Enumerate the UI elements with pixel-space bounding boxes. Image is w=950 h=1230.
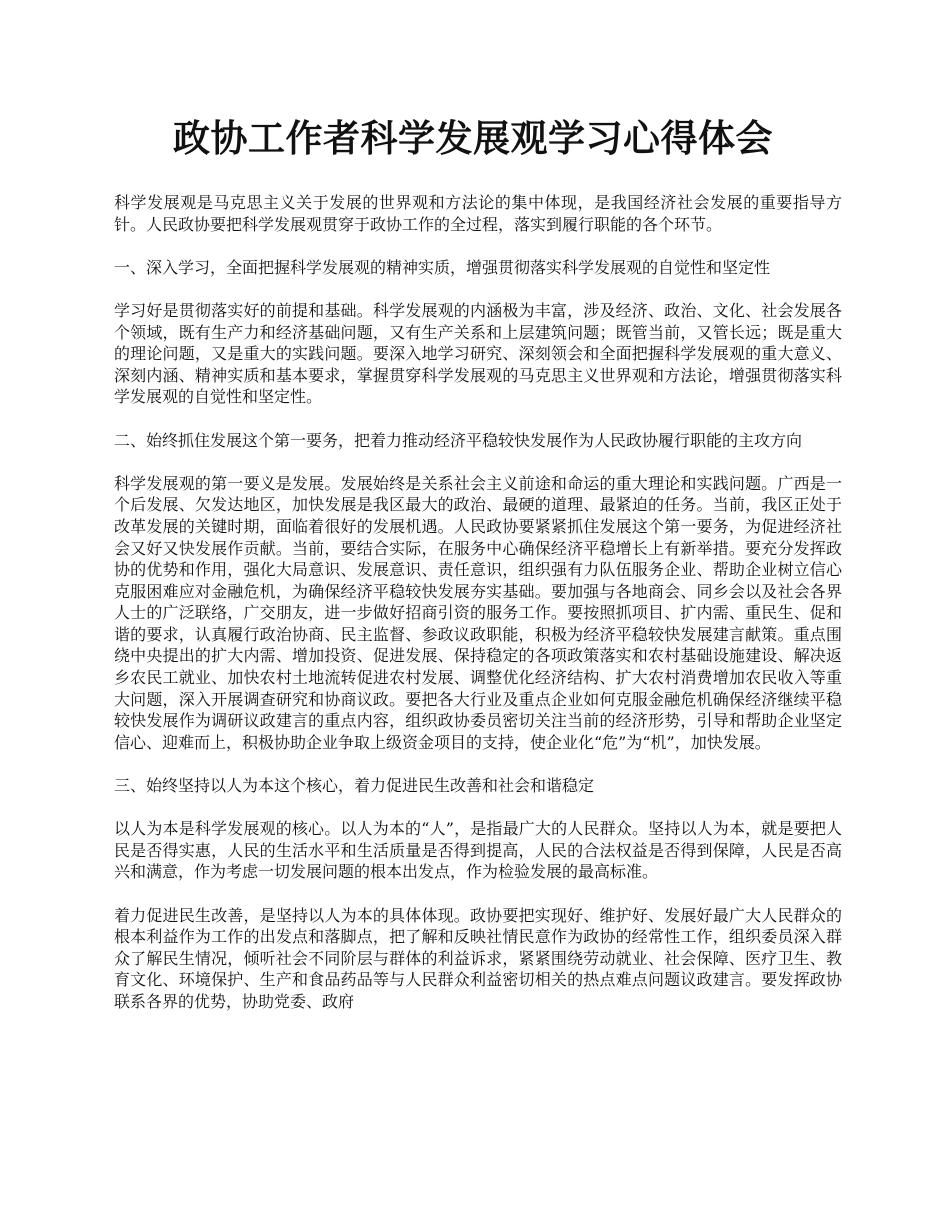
paragraph-section-3a: 以人为本是科学发展观的核心。以人为本的“人”，是指最广大的人民群众。坚持以人为本，就是要把人民是否得实惠，人民的生活水平和生活质量是否得到提高，人民的合法权益是否得到保障，人民是否高兴和满意，作为考虑一切发展问题的根本出发点，作为检验发展的最高标准。 (114, 819, 842, 882)
section-heading-1: 一、深入学习，全面把握科学发展观的精神实质，增强贯彻落实科学发展观的自觉性和坚定性 (114, 257, 771, 277)
paragraph-intro: 科学发展观是马克思主义关于发展的世界观和方法论的集中体现，是我国经济社会发展的重要指导方针。人民政协要把科学发展观贯穿于政协工作的全过程，落实到履行职能的各个环节。 (114, 193, 842, 234)
section-heading-3: 三、始终坚持以人为本这个核心，着力促进民生改善和社会和谐稳定 (114, 776, 595, 796)
document-page (114, 110, 842, 1034)
paragraph-section-3b: 着力促进民生改善，是坚持以人为本的具体体现。政协要把实现好、维护好、发展好最广大人民群众的根本利益作为工作的出发点和落脚点，把了解和反映社情民意作为政协的经常性工作，组织委员深入群众了解民生情况，倾听社会不同阶层与群体的利益诉求，紧紧围绕劳动就业、社会保障、医疗卫生、教育文化、环境保护、生产和食品药品等与人民群众利益密切相关的热点难点问题议政建言。要发挥政协联系各界的优势，协助党委、政府 (114, 905, 842, 1011)
section-heading-2: 二、始终抓住发展这个第一要务，把着力推动经济平稳较快发展作为人民政协履行职能的主攻方向 (114, 430, 803, 450)
document-title: 政协工作者科学发展观学习心得体会 (173, 116, 773, 160)
paragraph-section-2: 科学发展观的第一要义是发展。发展始终是关系社会主义前途和命运的重大理论和实践问题。广西是一个后发展、欠发达地区，加快发展是我区最大的政治、最硬的道理、最紧迫的任务。当前，我区正处于改革发展的关键时期，面临着很好的发展机遇。人民政协要紧紧抓住发展这个第一要务，为促进经济社会又好又快发展作贡献。当前，要结合实际，在服务中心确保经济平稳增长上有新举措。要充分发挥政协的优势和作用，强化大局意识、发展意识、责任意识，组织强有力队伍服务企业、帮助企业树立信心克服困难应对金融危机，为确保经济平稳较快发展夯实基础。要加强与各地商会、同乡会以及社会各界人士的广泛联络，广交朋友，进一步做好招商引资的服务工作。要按照抓项目、扩内需、重民生、促和谐的要求，认真履行政治协商、民主监督、参政议政职能，积极为经济平稳较快发展建言献策。重点围绕中央提出的扩大内需、增加投资、促进发展、保持稳定的各项政策落实和农村基础设施建设、解决返乡农民工就业、加快农村土地流转促进农村发展、调整优化经济结构、扩大农村消费增加农民收入等重大问题，深入开展调查研究和协商议政。要把各大行业及重点企业如何克服金融危机确保经济继续平稳较快发展作为调研议政建言的重点内容，组织政协委员密切关注当前的经济形势，引导和帮助企业坚定信心、迎难而上，积极协助企业争取上级资金项目的支持，使企业化“危”为“机”，加快发展。 (114, 473, 842, 752)
paragraph-section-1: 学习好是贯彻落实好的前提和基础。科学发展观的内涵极为丰富，涉及经济、政治、文化、社会发展各个领域，既有生产力和经济基础问题，又有生产关系和上层建筑问题；既管当前，又管长远；既是重大的理论问题，又是重大的实践问题。要深入地学习研究、深刻领会和全面把握科学发展观的重大意义、深刻内涵、精神实质和基本要求，掌握贯穿科学发展观的马克思主义世界观和方法论，增强贯彻落实科学发展观的自觉性和坚定性。 (114, 300, 842, 407)
